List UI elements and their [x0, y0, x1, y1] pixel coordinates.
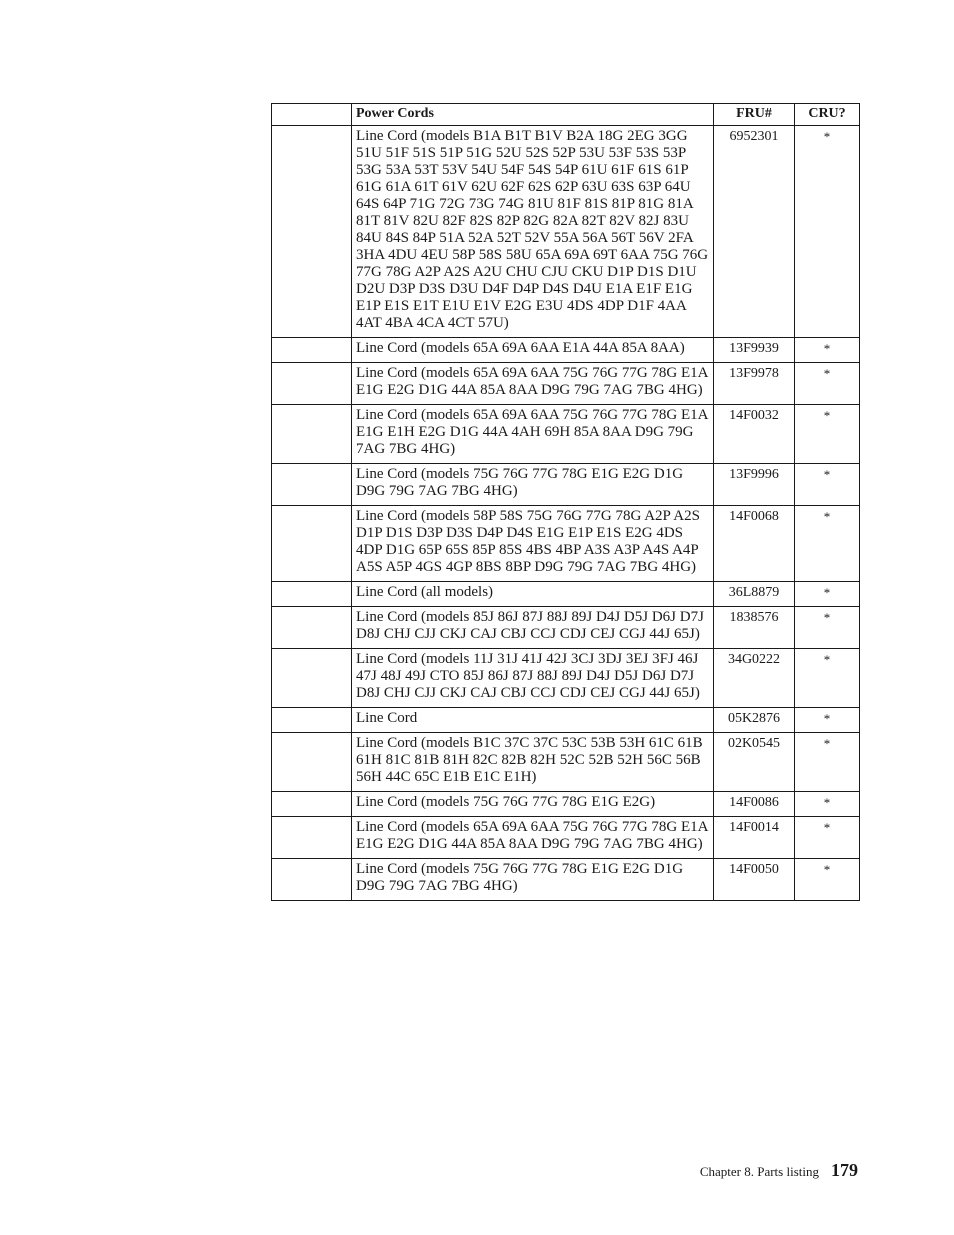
row-description: Line Cord (models 65A 69A 6AA 75G 76G 77G 78G E1A E1G E1H E2G D1G 44A 4AH 69H 85A 8AA D9G 79G 7AG 7BG 4HG): [352, 405, 714, 464]
row-blank-cell: [272, 607, 352, 649]
row-cru-flag: *: [795, 649, 860, 708]
row-blank-cell: [272, 363, 352, 405]
header-power-cords: Power Cords: [352, 104, 714, 126]
row-cru-flag: *: [795, 506, 860, 582]
header-cru: CRU?: [795, 104, 860, 126]
row-cru-flag: *: [795, 859, 860, 901]
row-description: Line Cord (models 65A 69A 6AA E1A 44A 85A 8AA): [352, 338, 714, 363]
table-row: [272, 817, 860, 859]
row-cru-flag: *: [795, 582, 860, 607]
row-description: Line Cord (models 65A 69A 6AA 75G 76G 77G 78G E1A E1G E2G D1G 44A 85A 8AA D9G 79G 7AG 7BG 4HG): [352, 817, 714, 859]
table-row: [272, 733, 860, 792]
row-cru-flag: *: [795, 338, 860, 363]
row-cru-flag: *: [795, 817, 860, 859]
row-description: Line Cord (models 58P 58S 75G 76G 77G 78G A2P A2S D1P D1S D3P D3S D4P D4S E1G E1P E1S E2G 4DS 4DP D1G 65P 65S 85P 85S 4BS 4BP A3S A3P A4S A4P A5S A5P 4GS 4GP 8BS 8BP D9G 79G 7AG 7BG 4HG): [352, 506, 714, 582]
row-fru-number: 14F0086: [714, 792, 795, 817]
table-row: [272, 607, 860, 649]
row-cru-flag: *: [795, 607, 860, 649]
page-number: 179: [831, 1160, 858, 1180]
row-fru-number: 14F0050: [714, 859, 795, 901]
row-blank-cell: [272, 733, 352, 792]
row-cru-flag: *: [795, 733, 860, 792]
row-description: Line Cord (models B1A B1T B1V B2A 18G 2EG 3GG 51U 51F 51S 51P 51G 52U 52S 52P 53U 53F 53S 53P 53G 53A 53T 53V 54U 54F 54S 54P 61U 61F 61S 61P 61G 61A 61T 61V 62U 62F 62S 62P 63U 63S 63P 64U 64S 64P 71G 72G 73G 74G 81U 81F 81S 81P 81G 81A 81T 81V 82U 82F 82S 82P 82G 82A 82T 82V 82J 83U 84U 84S 84P 51A 52A 52T 52V 55A 56A 56T 56V 2FA 3HA 4DU 4EU 58P 58S 58U 65A 69A 69T 6AA 75G 76G 77G 78G A2P A2S A2U CHU CJU CKU D1P D1S D1U D2U D3P D3S D3U D4F D4P D4S D4U E1A E1F E1G E1P E1S E1T E1U E1V E2G E3U 4DS 4DP D1F 4AA 4AT 4BA 4CA 4CT 57U): [352, 126, 714, 338]
row-fru-number: 14F0014: [714, 817, 795, 859]
row-cru-flag: *: [795, 363, 860, 405]
row-description: Line Cord (models 85J 86J 87J 88J 89J D4J D5J D6J D7J D8J CHJ CJJ CKJ CAJ CBJ CCJ CDJ CEJ CGJ 44J 65J): [352, 607, 714, 649]
header-fru: FRU#: [714, 104, 795, 126]
table-header-row: [272, 104, 860, 126]
row-cru-flag: *: [795, 464, 860, 506]
row-description: Line Cord (models 65A 69A 6AA 75G 76G 77G 78G E1A E1G E2G D1G 44A 85A 8AA D9G 79G 7AG 7BG 4HG): [352, 363, 714, 405]
table-row: [272, 506, 860, 582]
row-blank-cell: [272, 582, 352, 607]
row-cru-flag: *: [795, 405, 860, 464]
row-fru-number: 36L8879: [714, 582, 795, 607]
row-fru-number: 1838576: [714, 607, 795, 649]
table-row: [272, 405, 860, 464]
row-blank-cell: [272, 792, 352, 817]
header-blank: [272, 104, 352, 126]
row-fru-number: 13F9996: [714, 464, 795, 506]
row-description: Line Cord: [352, 708, 714, 733]
row-description: Line Cord (models B1C 37C 37C 53C 53B 53H 61C 61B 61H 81C 81B 81H 82C 82B 82H 52C 52B 52H 56C 56B 56H 44C 65C E1B E1C E1H): [352, 733, 714, 792]
row-fru-number: 6952301: [714, 126, 795, 338]
table-row: [272, 859, 860, 901]
row-blank-cell: [272, 708, 352, 733]
row-blank-cell: [272, 126, 352, 338]
row-fru-number: 13F9939: [714, 338, 795, 363]
table-row: [272, 338, 860, 363]
table-row: [272, 792, 860, 817]
row-blank-cell: [272, 338, 352, 363]
row-fru-number: 14F0032: [714, 405, 795, 464]
row-blank-cell: [272, 506, 352, 582]
row-description: Line Cord (models 75G 76G 77G 78G E1G E2G): [352, 792, 714, 817]
row-fru-number: 13F9978: [714, 363, 795, 405]
row-description: Line Cord (models 75G 76G 77G 78G E1G E2G D1G D9G 79G 7AG 7BG 4HG): [352, 859, 714, 901]
table-row: [272, 582, 860, 607]
table-row: [272, 126, 860, 338]
row-fru-number: 34G0222: [714, 649, 795, 708]
row-cru-flag: *: [795, 126, 860, 338]
row-blank-cell: [272, 464, 352, 506]
row-description: Line Cord (models 75G 76G 77G 78G E1G E2G D1G D9G 79G 7AG 7BG 4HG): [352, 464, 714, 506]
table-body: [272, 126, 860, 901]
table-row: [272, 649, 860, 708]
row-cru-flag: *: [795, 708, 860, 733]
table-row: [272, 708, 860, 733]
row-fru-number: 14F0068: [714, 506, 795, 582]
row-blank-cell: [272, 817, 352, 859]
footer-chapter: Chapter 8. Parts listing: [699, 1164, 819, 1179]
row-description: Line Cord (all models): [352, 582, 714, 607]
row-fru-number: 05K2876: [714, 708, 795, 733]
table-row: [272, 363, 860, 405]
page-footer: [700, 1160, 858, 1181]
row-blank-cell: [272, 405, 352, 464]
row-fru-number: 02K0545: [714, 733, 795, 792]
table-row: [272, 464, 860, 506]
row-blank-cell: [272, 649, 352, 708]
power-cords-table: [271, 103, 860, 901]
row-description: Line Cord (models 11J 31J 41J 42J 3CJ 3DJ 3EJ 3FJ 46J 47J 48J 49J CTO 85J 86J 87J 88J 89J D4J D5J D6J D7J D8J CHJ CJJ CKJ CAJ CBJ CCJ CDJ CEJ CGJ 44J 65J): [352, 649, 714, 708]
row-blank-cell: [272, 859, 352, 901]
row-cru-flag: *: [795, 792, 860, 817]
